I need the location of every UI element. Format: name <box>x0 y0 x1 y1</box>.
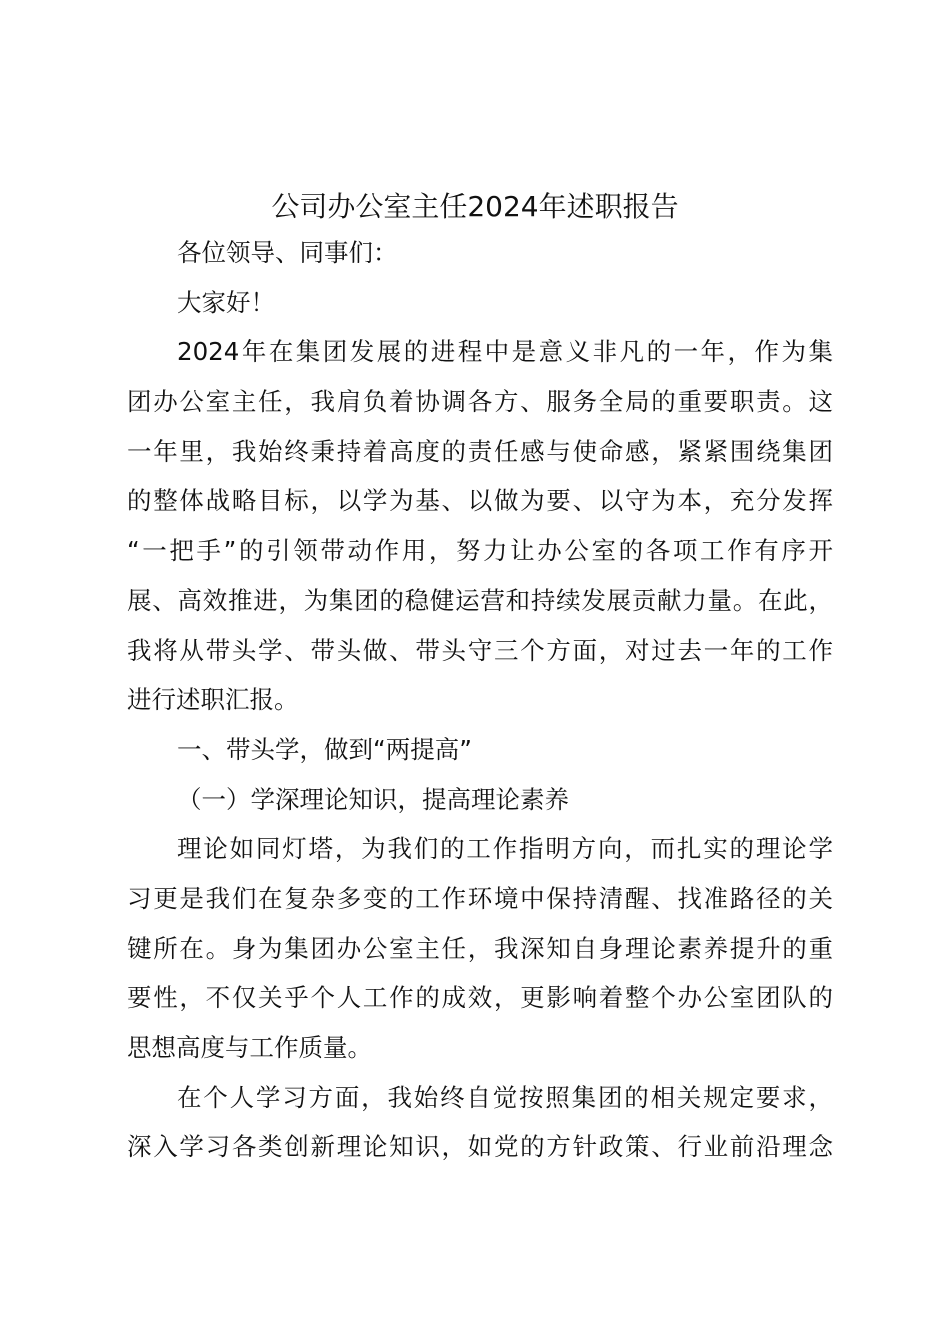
paragraph-line: 团办公室主任，我肩负着协调各方、服务全局的重要职责。这 <box>127 387 833 417</box>
paragraph-line: “一把手”的引领带动作用，努力让办公室的各项工作有序开 <box>127 536 833 566</box>
document-body <box>127 228 833 1172</box>
paragraph-line: 深入学习各类创新理论知识，如党的方针政策、行业前沿理念 <box>127 1132 833 1162</box>
paragraph-line: 2024年在集团发展的进程中是意义非凡的一年，作为集 <box>177 337 833 367</box>
paragraph-line: 展、高效推进，为集团的稳健运营和持续发展贡献力量。在此， <box>127 585 833 615</box>
paragraph-line: 我将从带头学、带头做、带头守三个方面，对过去一年的工作 <box>127 635 833 665</box>
paragraph-line: 理论如同灯塔，为我们的工作指明方向，而扎实的理论学 <box>177 834 833 864</box>
paragraph-line: 一年里，我始终秉持着高度的责任感与使命感，紧紧围绕集团 <box>127 436 833 466</box>
paragraph-line: 习更是我们在复杂多变的工作环境中保持清醒、找准路径的关 <box>127 883 833 913</box>
paragraph-line: 进行述职汇报。 <box>127 685 299 715</box>
paragraph-line: 的整体战略目标，以学为基、以做为要、以守为本，充分发挥 <box>127 486 833 516</box>
subsection-heading: （一）学深理论知识，提高理论素养 <box>177 784 569 814</box>
paragraph-line: 思想高度与工作质量。 <box>127 1033 372 1062</box>
paragraph-line: 键所在。身为集团办公室主任，我深知自身理论素养提升的重 <box>127 933 833 963</box>
section-heading: 一、带头学，做到“两提高” <box>177 734 472 764</box>
paragraph-line: 要性，不仅关乎个人工作的成效，更影响着整个办公室团队的 <box>127 983 833 1013</box>
salutation-line: 各位领导、同事们： <box>177 238 398 267</box>
greeting-line: 大家好！ <box>177 287 275 317</box>
paragraph-line: 在个人学习方面，我始终自觉按照集团的相关规定要求， <box>177 1082 833 1112</box>
document-title: 公司办公室主任2024年述职报告 <box>271 190 679 223</box>
